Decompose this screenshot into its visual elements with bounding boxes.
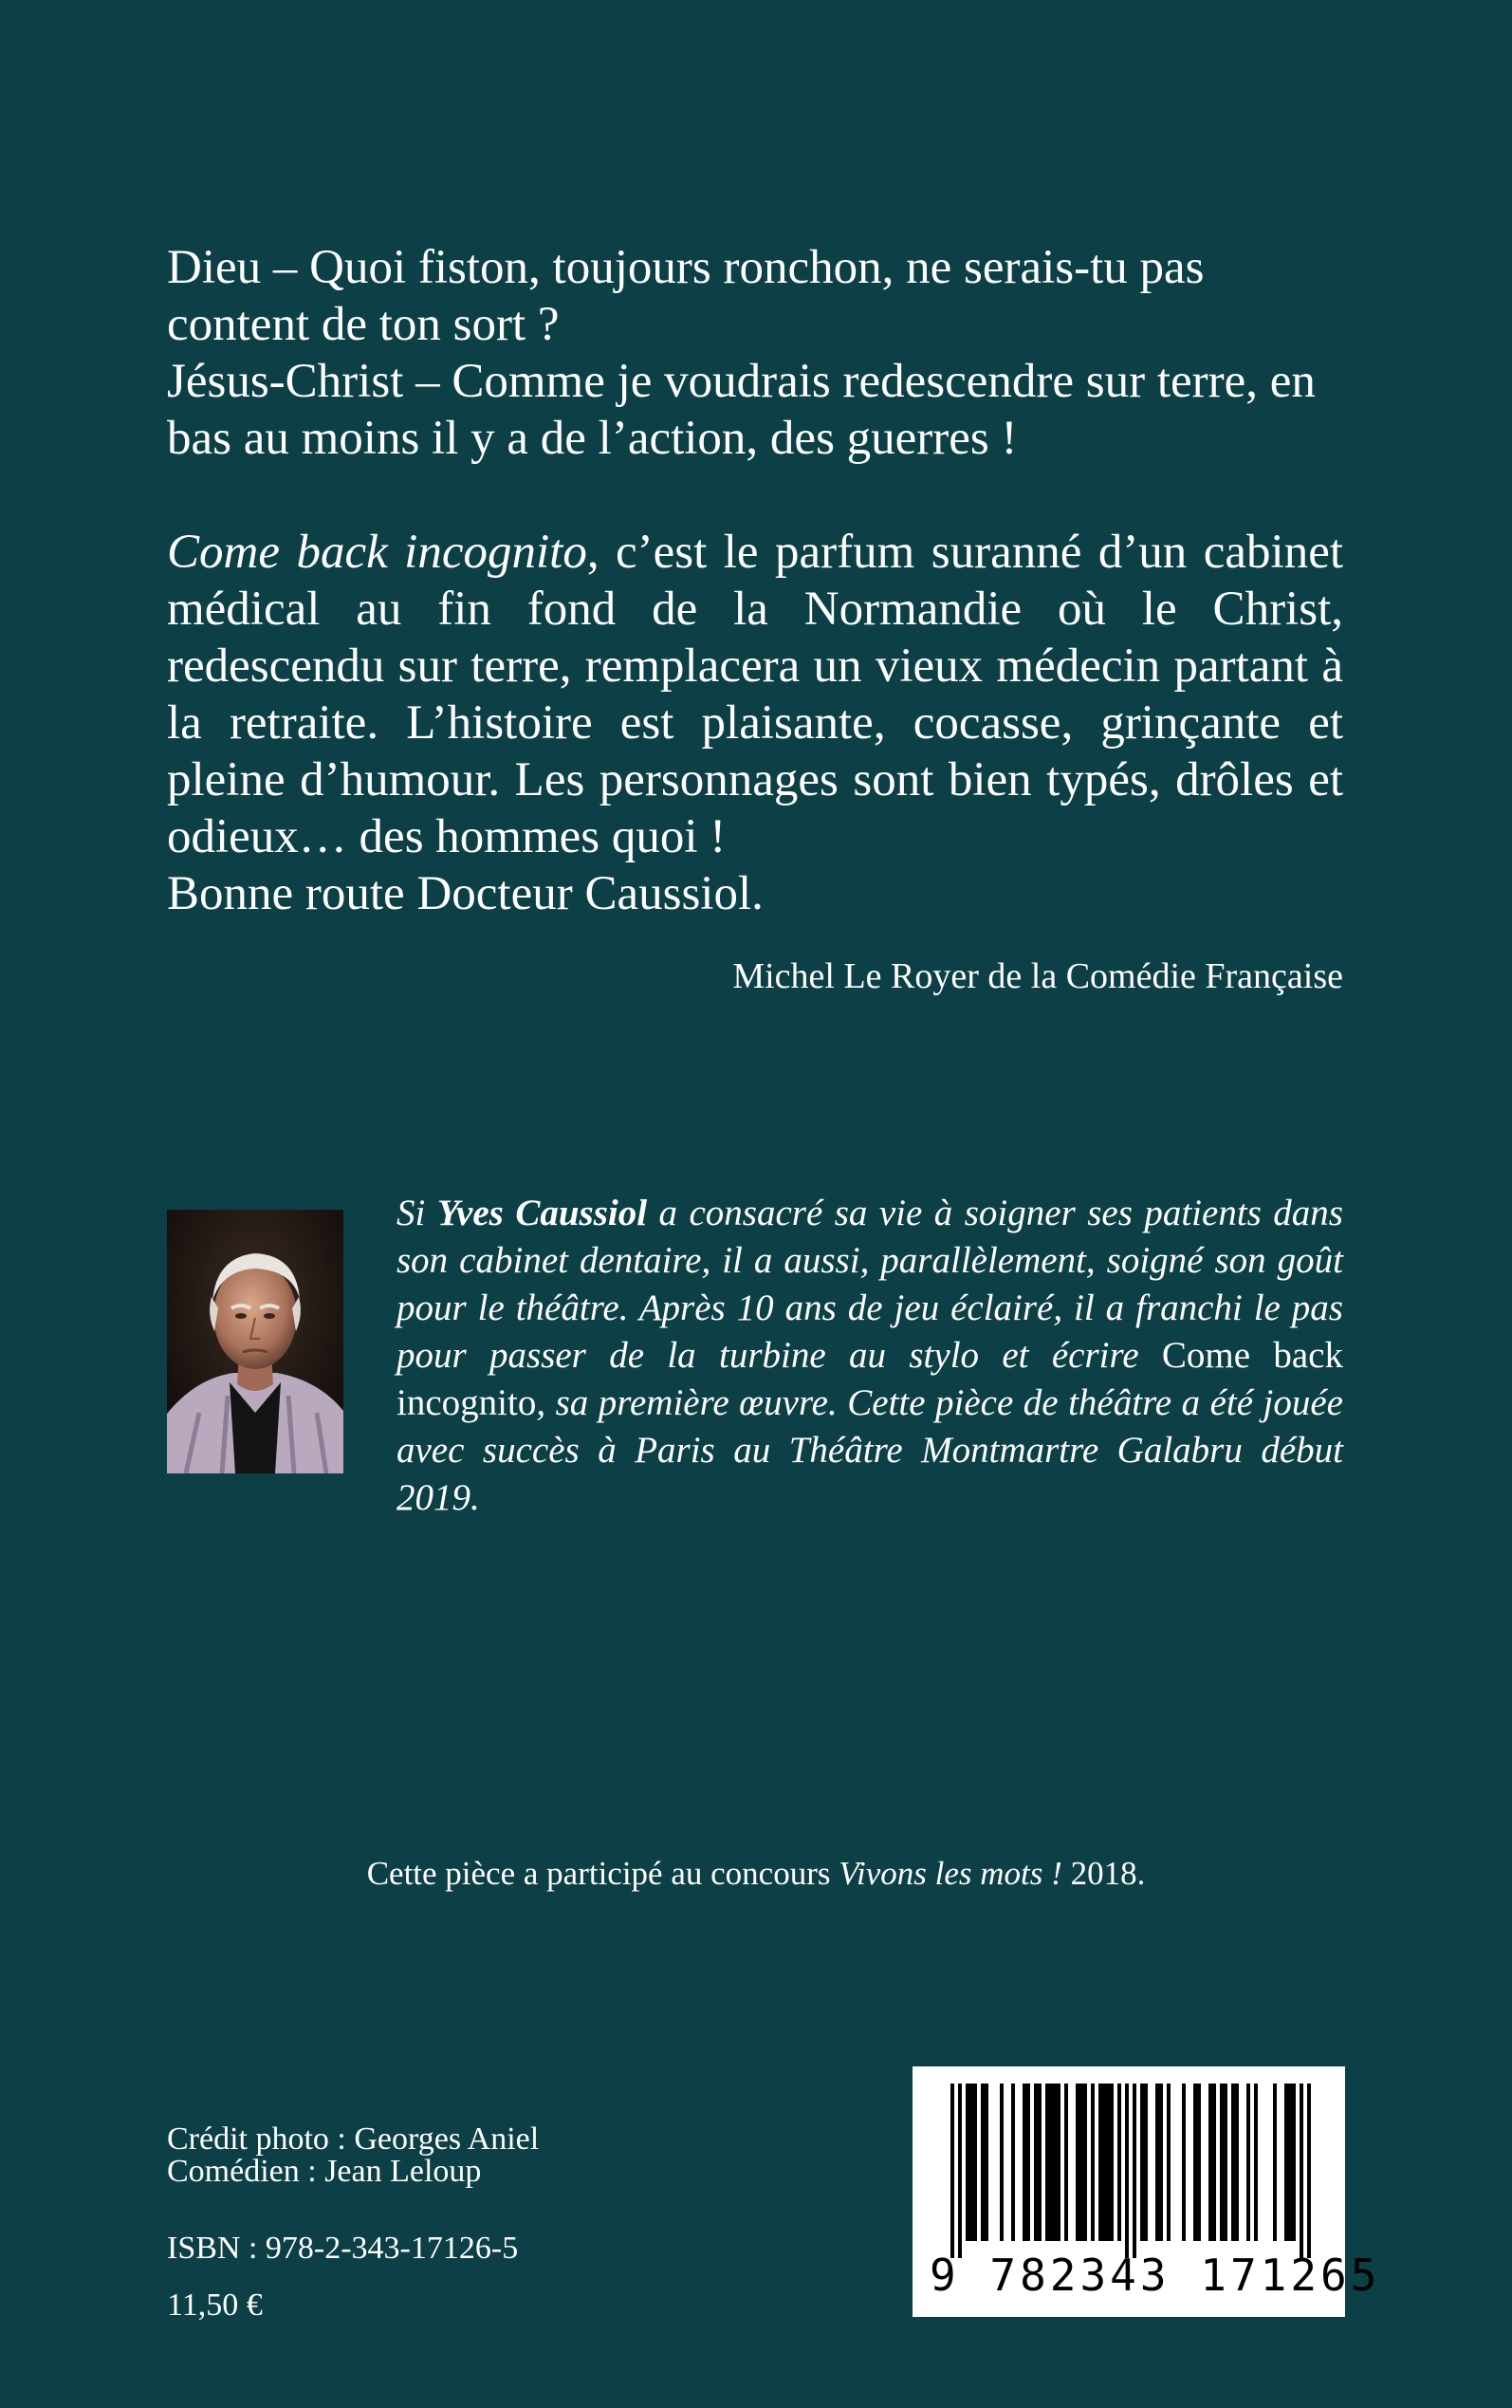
barcode-bar xyxy=(1091,2084,1095,2241)
photo-credits xyxy=(167,2123,539,2188)
barcode-bar xyxy=(1011,2084,1015,2241)
barcode-bar xyxy=(1000,2084,1004,2241)
bio-author-name: Yves Caussiol xyxy=(436,1193,648,1233)
actor-credit-line: Comédien : Jean Leloup xyxy=(167,2154,482,2189)
bio-prefix: Si xyxy=(396,1193,437,1233)
barcode-bar xyxy=(1064,2084,1068,2241)
bio-book-title: Come back incognito xyxy=(396,1335,1343,1423)
barcode-bar xyxy=(1053,2084,1057,2241)
barcode-bar xyxy=(1106,2084,1110,2241)
portrait-photo-icon xyxy=(167,1210,343,1473)
barcode-bar xyxy=(1212,2084,1216,2241)
barcode-bar xyxy=(1083,2084,1087,2241)
barcode-bar xyxy=(1026,2084,1030,2241)
barcode-bar xyxy=(1208,2084,1212,2241)
review-body xyxy=(167,524,1343,865)
barcode-bar xyxy=(1300,2084,1303,2258)
barcode-bar xyxy=(1235,2084,1239,2241)
barcode-bar xyxy=(1246,2084,1250,2241)
contest-name: Vivons les mots ! xyxy=(839,1855,1062,1892)
barcode-bar xyxy=(1133,2084,1136,2258)
contest-note xyxy=(0,1853,1512,1895)
barcode-bar xyxy=(1144,2084,1148,2241)
barcode-bar xyxy=(1038,2084,1042,2241)
review-paragraph xyxy=(167,524,1343,922)
barcode-bar xyxy=(1231,2084,1235,2241)
barcode-bar xyxy=(1307,2084,1311,2258)
dialogue-line-dieu: Dieu – Quoi fiston, toujours ronchon, ne serais-tu pas content de ton sort ? xyxy=(167,241,1205,351)
review-book-title: Come back incognito xyxy=(167,526,587,579)
barcode-bar xyxy=(1197,2084,1201,2241)
barcode-bar xyxy=(1220,2084,1224,2241)
barcode-bar xyxy=(1045,2084,1049,2241)
barcode-bar xyxy=(1167,2084,1171,2241)
barcode-bar xyxy=(1224,2084,1227,2241)
barcode-bar xyxy=(1273,2084,1277,2241)
barcode-bar xyxy=(981,2084,985,2241)
barcode-bar xyxy=(1284,2084,1288,2241)
isbn-number: ISBN : 978-2-343-17126-5 xyxy=(167,2231,519,2266)
review-text: , c’est le parfum suranné d’un cabinet médical au fin fond de la Normandie où le Christ, redescendu sur terre, remplacera un vieux médecin partant à la retraite. L’histoire est plaisante, cocasse, grinçante et pleine d’humour. Les personnages sont bien typés, drôles et odieux… des hommes quoi ! xyxy=(167,526,1344,863)
photo-credit-line: Crédit photo : Georges Aniel xyxy=(167,2121,540,2157)
barcode-bar xyxy=(1079,2084,1083,2241)
barcode-bar xyxy=(1125,2084,1129,2258)
author-biography xyxy=(396,1190,1343,1522)
dialogue-line-jesus: Jésus-Christ – Comme je voudrais redescendre sur terre, en bas au moins il y a de l’action, des guerres ! xyxy=(167,355,1316,465)
barcode-bar xyxy=(1057,2084,1060,2241)
review-closing: Bonne route Docteur Caussiol. xyxy=(167,867,764,920)
dialogue-quote xyxy=(167,239,1343,467)
barcode-bar xyxy=(969,2084,973,2241)
barcode-bar xyxy=(1155,2084,1159,2241)
contest-suffix: 2018. xyxy=(1061,1855,1146,1892)
barcode-bar xyxy=(1140,2084,1144,2241)
barcode-bar xyxy=(958,2084,962,2258)
barcode-bar xyxy=(1102,2084,1106,2241)
barcode-bar xyxy=(985,2084,988,2241)
barcode-bar xyxy=(1292,2084,1296,2241)
barcode-bar xyxy=(1254,2084,1258,2241)
barcode-bar xyxy=(1159,2084,1163,2241)
barcode-bar xyxy=(1193,2084,1197,2241)
barcode-bar xyxy=(950,2084,954,2258)
barcode-bar xyxy=(1023,2084,1026,2241)
barcode-bar xyxy=(1182,2084,1186,2241)
barcode-bar xyxy=(973,2084,977,2241)
contest-prefix: Cette pièce a participé au concours xyxy=(366,1855,839,1892)
bio-text-part1: a consacré sa vie à soigner ses patients dans son cabinet dentaire, il a aussi, parallèlement, soigné son goût pour le théâtre. Après 10 ans de jeu éclairé, il a franchi le pas pour passer de la turbine au stylo et écrire xyxy=(396,1193,1343,1376)
barcode-bar xyxy=(1117,2084,1121,2241)
review-attribution: Michel Le Royer de la Comédie Française xyxy=(732,956,1343,996)
barcode-bar xyxy=(1098,2084,1102,2241)
isbn-barcode xyxy=(913,2066,1381,2317)
barcode-bar xyxy=(1076,2084,1079,2241)
barcode-bar xyxy=(1034,2084,1038,2241)
book-price: 11,50 € xyxy=(167,2288,263,2323)
barcode-bar xyxy=(966,2084,969,2241)
author-portrait-photo xyxy=(167,1210,343,1473)
barcode-bar xyxy=(1288,2084,1292,2241)
barcode-bar xyxy=(1110,2084,1114,2241)
barcode-digits: 9 782343 171265 xyxy=(930,2250,1381,2301)
barcode-bar xyxy=(1049,2084,1053,2241)
bio-text-part2: , sa première œuvre. Cette pièce de théâtre a été jouée avec succès à Paris au Théâtre Montmartre Galabru début 2019. xyxy=(396,1382,1343,1518)
